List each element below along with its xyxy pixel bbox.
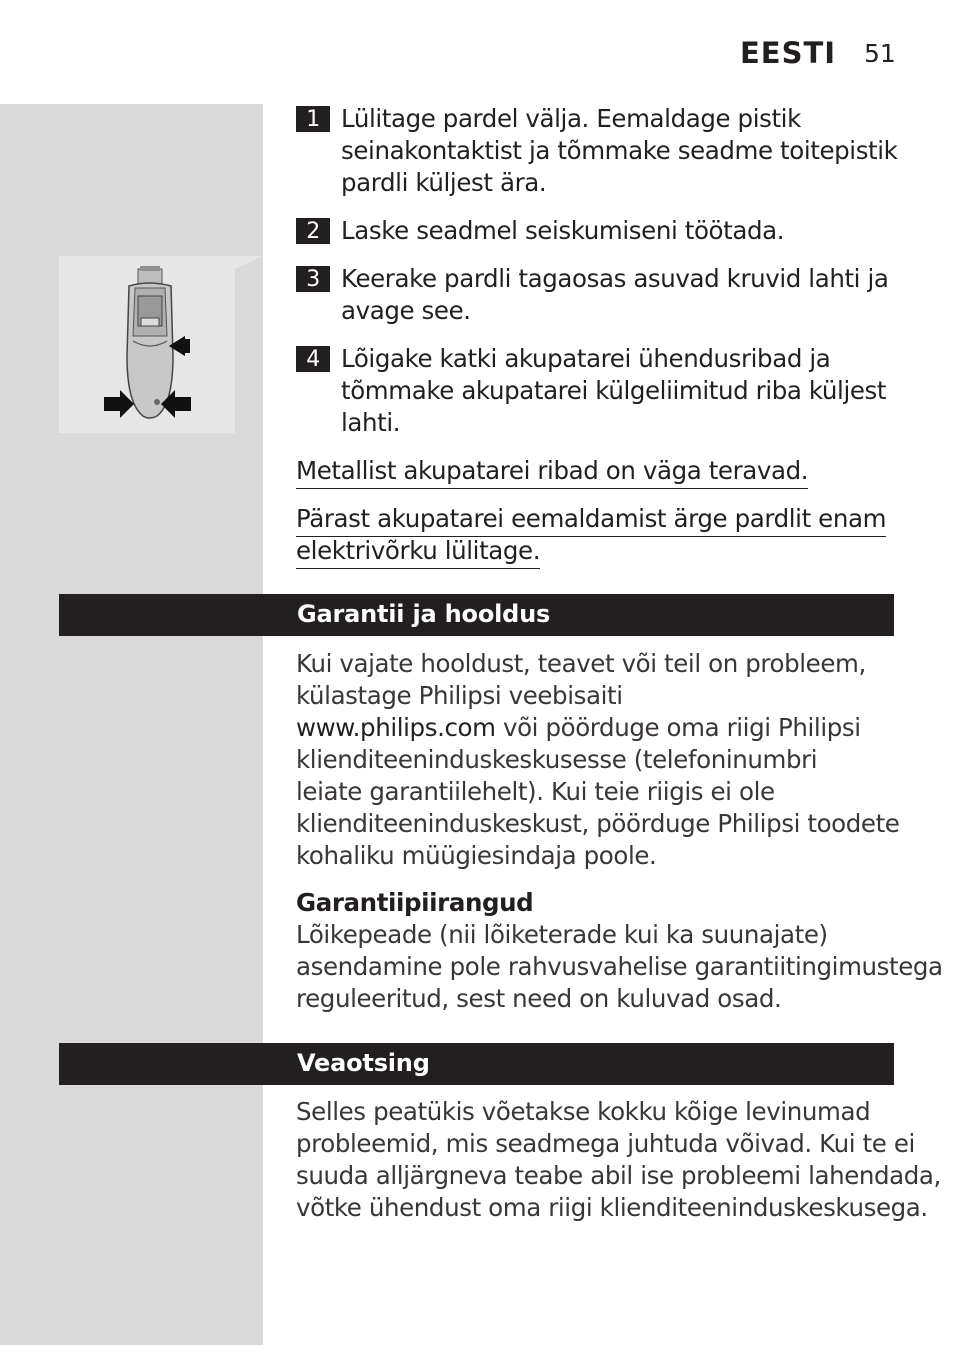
paragraph-line: asendamine pole rahvusvahelise garantiitingimustega [296,952,943,981]
warning-line: elektrivõrku lülitage. [296,536,540,569]
troubleshooting-paragraph [296,1096,941,1224]
step-number-badge: 1 [296,106,330,132]
step-line: Laske seadmel seiskumiseni töötada. [341,216,785,245]
step-text [341,343,886,439]
step-line: avage see. [341,296,471,325]
guarantee-restrictions [296,887,943,1015]
paragraph-line: võtke ühendust oma riigi klienditeeninduskeskusega. [296,1193,928,1222]
paragraph-line: Kui vajate hooldust, teavet või teil on probleem, [296,649,866,678]
warning-2 [296,503,886,567]
paragraph-line: klienditeeninduskeskusesse (telefoninumbri [296,745,818,774]
step-line: tõmmake akupatarei külgeliimitud riba küljest [341,376,887,405]
section-header-troubleshooting [59,1043,894,1085]
paragraph-line: külastage Philipsi veebisaiti [296,681,623,710]
philips-url-link[interactable]: www.philips.com [296,713,496,742]
step-number-badge: 2 [296,218,330,244]
step-line: seinakontaktist ja tõmmake seadme toitepistik [341,136,898,165]
guarantee-paragraph [296,648,900,872]
page-number: 51 [864,39,896,68]
step-text [341,215,784,247]
step-line: Lõigake katki akupatarei ühendusribad ja [341,344,831,373]
section-header-guarantee [59,594,894,636]
step-number-badge: 3 [296,266,330,292]
paragraph-line: kohaliku müügiesindaja poole. [296,841,657,870]
step-line: lahti. [341,408,401,437]
paragraph-line: suuda alljärgneva teabe abil ise probleemi lahendada, [296,1161,941,1190]
language-label: EESTI [740,36,837,70]
section-title: Garantii ja hooldus [297,600,551,628]
shaver-illustration [59,256,235,433]
step-line: Lülitage pardel välja. Eemaldage pistik [341,104,801,133]
paragraph-line: Lõikepeade (nii lõiketerade kui ka suunajate) [296,920,828,949]
section-title: Veaotsing [297,1049,430,1077]
warning-line: Metallist akupatarei ribad on väga teravad. [296,456,808,489]
paragraph-text: või pöörduge oma riigi Philipsi [495,713,861,742]
warning-line: Pärast akupatarei eemaldamist ärge pardlit enam [296,504,886,537]
step-number-badge: 4 [296,346,330,372]
step-text [341,263,888,327]
step-line: Keerake pardli tagaosas asuvad kruvid lahti ja [341,264,889,293]
paragraph-line: reguleeritud, sest need on kuluvad osad. [296,984,782,1013]
paragraph-line [296,712,896,744]
warning-1 [296,455,808,487]
paragraph-line: probleemid, mis seadmega juhtuda võivad. Kui te ei [296,1129,915,1158]
subheading: Garantiipiirangud [296,888,534,917]
paragraph-line: leiate garantiilehelt). Kui teie riigis ei ole [296,777,775,806]
figure-pointer [235,256,263,269]
step-text [341,103,897,199]
paragraph-line: klienditeeninduskeskust, pöörduge Philipsi toodete [296,809,900,838]
paragraph-line: Selles peatükis võetakse kokku kõige levinumad [296,1097,871,1126]
step-line: pardli küljest ära. [341,168,547,197]
shaver-back-icon [59,256,235,433]
